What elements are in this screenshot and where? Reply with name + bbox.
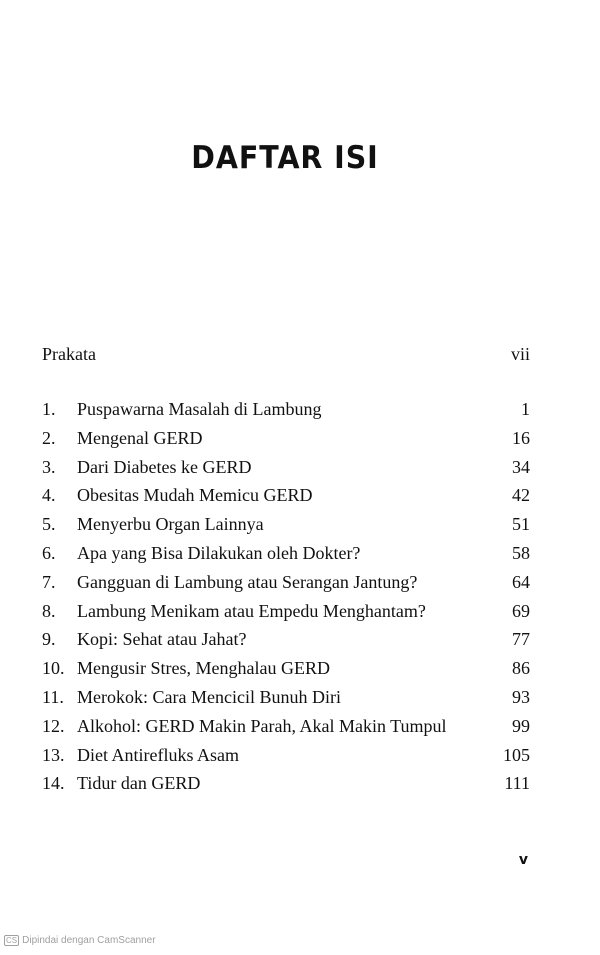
scanner-watermark	[4, 935, 156, 946]
watermark-text: Dipindai dengan CamScanner	[22, 935, 156, 946]
toc-entry	[42, 769, 530, 798]
toc-entry	[42, 510, 530, 539]
toc-entry-number: 14.	[42, 773, 65, 794]
toc-entry-title: Diet Antirefluks Asam	[77, 744, 239, 765]
toc-entry	[42, 741, 530, 770]
toc-entry-title: Kopi: Sehat atau Jahat?	[77, 629, 247, 650]
page-title: DAFTAR ISI	[191, 140, 379, 176]
toc-entry-title: Mengenal GERD	[77, 427, 203, 448]
toc-entry-number: 8.	[42, 600, 56, 621]
toc-entry-title: Alkohol: GERD Makin Parah, Akal Makin Tumpul	[77, 715, 447, 736]
toc-entry-number: 3.	[42, 456, 56, 477]
toc-entry-number: 11.	[42, 686, 64, 707]
toc-entry-number: 6.	[42, 542, 56, 563]
toc-entry-title: Tidur dan GERD	[77, 773, 201, 794]
toc-entry-number: 1.	[42, 399, 56, 419]
toc-entry-page: 34	[512, 456, 530, 477]
camscanner-logo-icon: CS	[6, 936, 18, 945]
toc-preface-entry	[42, 340, 530, 368]
toc-entry-page: 93	[512, 686, 530, 707]
table-of-contents	[42, 395, 530, 798]
toc-entry	[42, 654, 530, 683]
toc-entry-number: 4.	[42, 485, 56, 506]
toc-entry-page: 58	[512, 542, 530, 563]
toc-entry-title: Gangguan di Lambung atau Serangan Jantung?	[77, 571, 418, 592]
toc-entry-number: 13.	[42, 744, 65, 765]
toc-entry-title: Lambung Menikam atau Empedu Menghantam?	[77, 600, 426, 621]
page-number: v	[518, 852, 528, 868]
toc-entry-page: 111	[504, 773, 530, 794]
toc-entry	[42, 625, 530, 654]
toc-entry-number: 10.	[42, 658, 65, 679]
toc-entry-number: 7.	[42, 571, 56, 592]
toc-entry	[42, 597, 530, 626]
toc-entry	[42, 481, 530, 510]
toc-entry-number: 12.	[42, 715, 65, 736]
toc-entry-page: 69	[512, 600, 530, 621]
toc-preface-page: vii	[510, 344, 530, 364]
toc-entry	[42, 395, 530, 424]
toc-entry-page: 42	[512, 485, 530, 506]
toc-entry-number: 2.	[42, 427, 56, 448]
toc-entry-title: Apa yang Bisa Dilakukan oleh Dokter?	[77, 542, 361, 563]
toc-entry-page: 64	[512, 571, 530, 592]
toc-entry-page: 1	[521, 399, 530, 419]
toc-entry-page: 16	[512, 427, 530, 448]
toc-entry-page: 51	[512, 514, 530, 535]
toc-entry	[42, 712, 530, 741]
toc-entry-title: Puspawarna Masalah di Lambung	[77, 399, 322, 419]
toc-entry-page: 105	[503, 744, 530, 765]
toc-entry-page: 99	[512, 715, 530, 736]
toc-entry-page: 86	[512, 658, 530, 679]
toc-entry-title: Obesitas Mudah Memicu GERD	[77, 485, 313, 506]
toc-entry-title: Merokok: Cara Mencicil Bunuh Diri	[77, 686, 341, 707]
toc-entry-title: Mengusir Stres, Menghalau GERD	[77, 658, 330, 679]
toc-entry-title: Menyerbu Organ Lainnya	[77, 514, 264, 535]
toc-entry-title: Dari Diabetes ke GERD	[77, 456, 252, 477]
toc-entry	[42, 453, 530, 482]
toc-entry-number: 5.	[42, 514, 56, 535]
toc-preface-label: Prakata	[42, 344, 96, 364]
toc-entry	[42, 683, 530, 712]
toc-entry	[42, 568, 530, 597]
toc-entry-page: 77	[512, 629, 530, 650]
toc-entry	[42, 424, 530, 453]
toc-entry-number: 9.	[42, 629, 56, 650]
toc-entry	[42, 539, 530, 568]
